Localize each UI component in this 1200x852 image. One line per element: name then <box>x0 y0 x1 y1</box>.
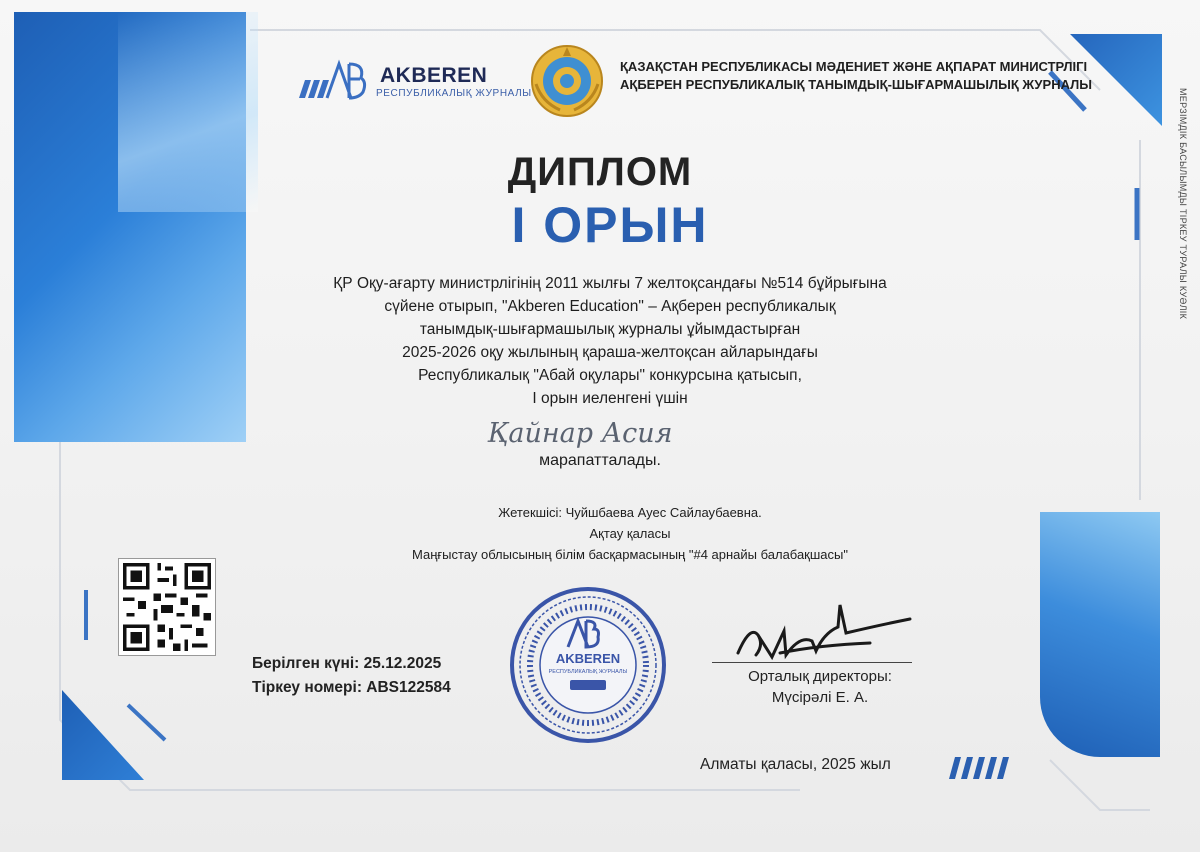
akberen-logo-icon <box>297 58 369 100</box>
diploma-title: ДИПЛОМ <box>507 150 693 194</box>
description-line: ҚР Оқу-ағарту министрлігінің 2011 жылғы 7 желтоқсандағы №514 бұйрығына <box>333 275 887 292</box>
supervisor-organization: Маңғыстау облысының білім басқармасының "#4 арнайы балабақшасы" <box>411 547 848 562</box>
ministry-line-1: ҚАЗАҚСТАН РЕСПУБЛИКАСЫ МӘДЕНИЕТ ЖӘНЕ АҚПАРАТ МИНИСТРЛІГІ <box>620 59 1088 74</box>
description-line: І орын иеленгені үшін <box>532 390 688 407</box>
state-emblem-icon <box>530 44 604 118</box>
director-name: Мүсірәлі Е. А. <box>771 689 869 706</box>
stamp-name: AKBEREN <box>555 651 621 666</box>
qr-code-icon[interactable] <box>118 558 216 656</box>
signature-line <box>712 662 912 663</box>
supervisor-info <box>330 502 930 565</box>
decor-panel-bottom-right <box>1040 512 1160 757</box>
supervisor-city: Ақтау қаласы <box>589 526 671 541</box>
place-title: І ОРЫН <box>511 197 709 253</box>
description-line: сүйене отырып, "Akberen Education" – Ақберен республикалық <box>384 298 836 315</box>
awarded-text: марапатталады. <box>539 452 661 469</box>
decor-stripes <box>945 757 1015 779</box>
description-line: танымдық-шығармашылық журналы ұйымдастырған <box>419 321 801 338</box>
stamp-subtitle: РЕСПУБЛИКАЛЫҚ ЖУРНАЛЫ <box>548 669 628 675</box>
ministry-heading <box>620 58 1092 94</box>
city-year: Алматы қаласы, 2025 жыл <box>700 756 891 773</box>
director-role: Орталық директоры: <box>748 668 892 685</box>
journal-name: AKBEREN <box>380 64 488 87</box>
side-registration-text <box>1172 88 1196 458</box>
supervisor-name: Жетекшісі: Чуйшбаева Ауес Сайлаубаевна. <box>498 505 762 520</box>
signature-icon <box>720 595 920 675</box>
description-line: Республикалық "Абай оқулары" конкурсына қатысып, <box>418 367 802 384</box>
director-block <box>720 666 920 708</box>
registration-number: Тіркеу номері: ABS122584 <box>252 679 451 696</box>
side-text: МЕРЗІМДІК БАСЫЛЫМДЫ ТІРКЕУ ТУРАЛЫ КУӘЛІК <box>1178 88 1188 320</box>
description-line: 2025-2026 оқу жылының қараша-желтоқсан айларындағы <box>402 344 818 361</box>
journal-subtitle: РЕСПУБЛИКАЛЫҚ ЖУРНАЛЫ <box>376 88 532 99</box>
award-description <box>250 272 970 410</box>
issue-details <box>252 652 451 700</box>
recipient-name: Қайнар Асия <box>487 418 673 449</box>
ministry-line-2: АҚБЕРЕН РЕСПУБЛИКАЛЫҚ ТАНЫМДЫҚ-ШЫҒАРМАШЫЛЫҚ ЖУРНАЛЫ <box>620 77 1092 92</box>
issue-date: Берілген күні: 25.12.2025 <box>252 655 442 672</box>
stamp-seal-icon <box>508 585 668 745</box>
